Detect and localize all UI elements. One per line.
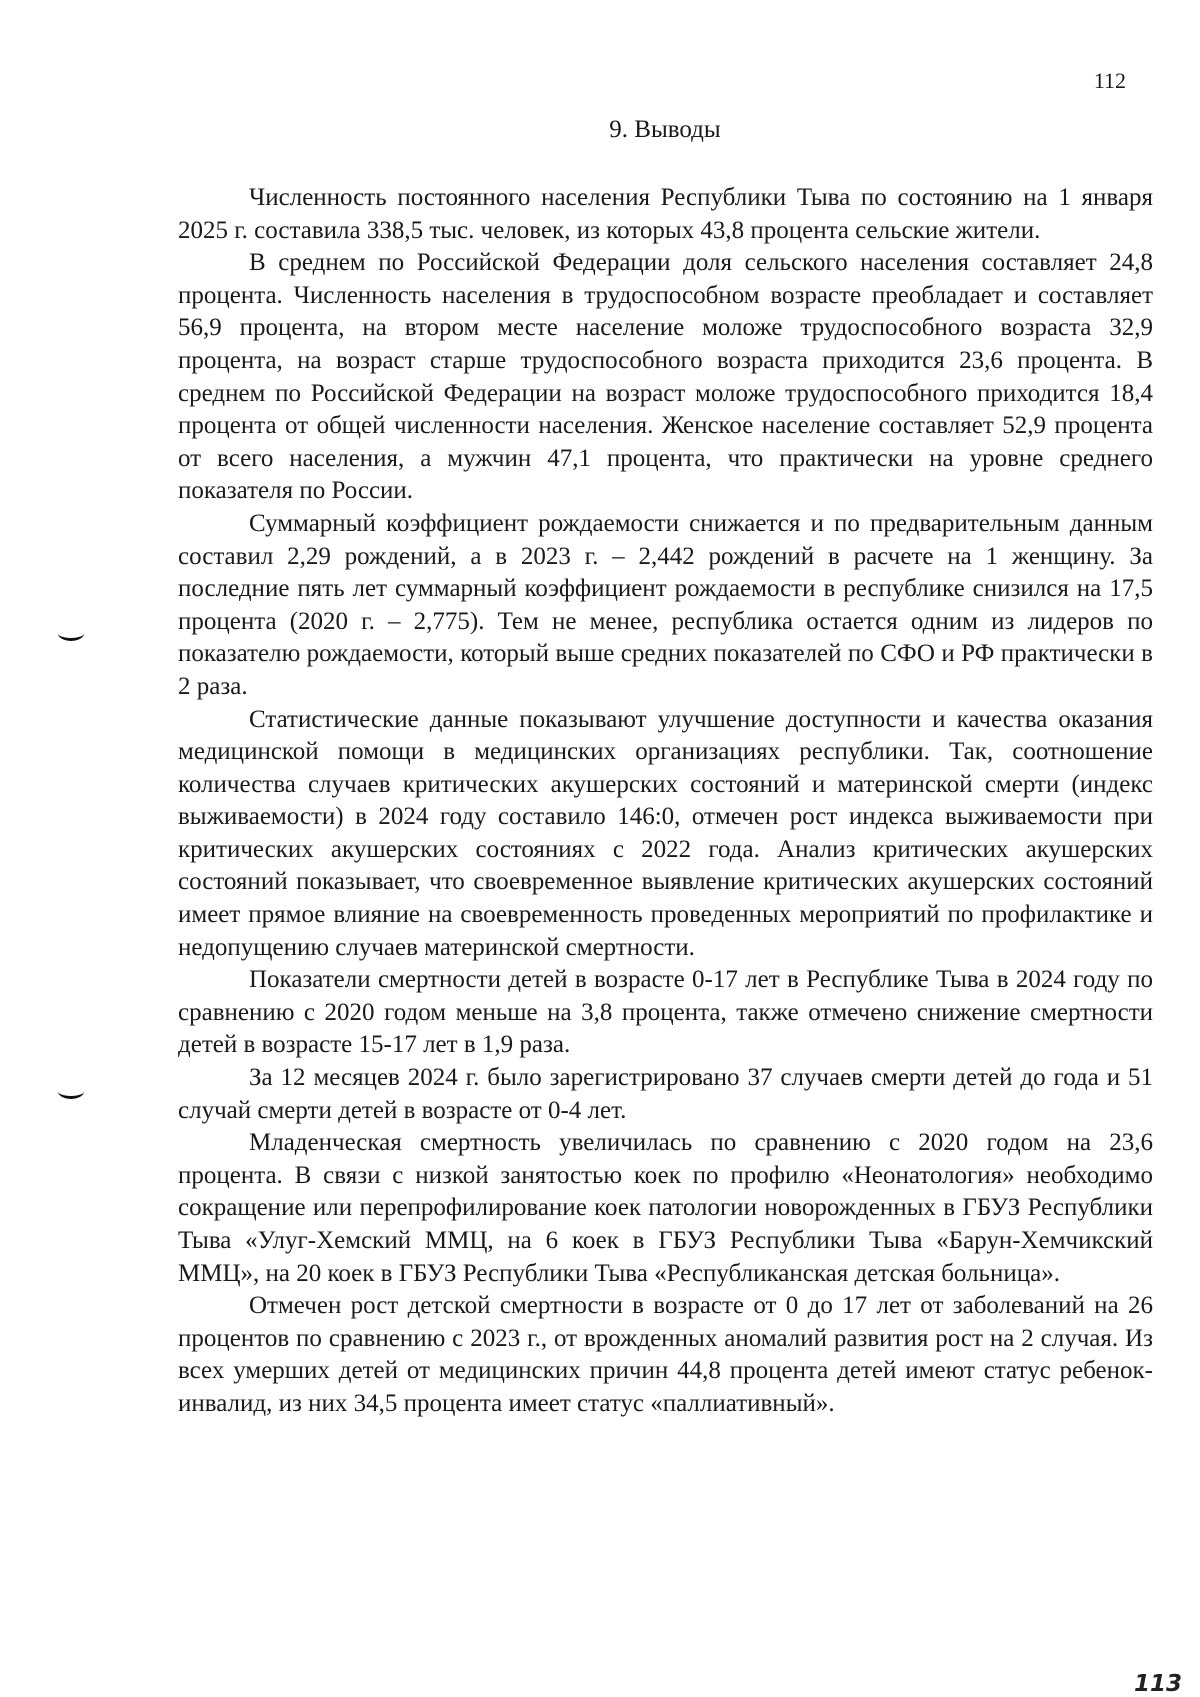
binder-mark xyxy=(58,626,84,641)
paragraph: Отмечен рост детской смертности в возрасте от 0 до 17 лет от заболеваний на 26 процентов по сравнению с 2023 г., от врожденных аномалий развития рост на 2 случая. Из всех умерших детей от медицинских причин 44,8 процента детей имеют статус ребенок-инвалид, из них 34,5 процента имеет статус «паллиативный». xyxy=(178,1292,1153,1417)
paragraph: За 12 месяцев 2024 г. было зарегистрировано 37 случаев смерти детей до года и 51 случай смерти детей в возрасте от 0-4 лет. xyxy=(178,1064,1153,1124)
handwritten-page-number: 113 xyxy=(1133,1671,1182,1697)
paragraph: Показатели смертности детей в возрасте 0-17 лет в Республике Тыва в 2024 году по сравнению с 2020 годом меньше на 3,8 процента, также отмечено снижение смертности детей в возрасте 15-17 лет в 1,9 раза. xyxy=(178,966,1153,1059)
paragraph: В среднем по Российской Федерации доля сельского населения составляет 24,8 процента. Численность населения в трудоспособном возрасте преобладает и составляет 56,9 процента, на втором месте население моложе трудоспособного возраста 32,9 процента, на возраст старше трудоспособного возраста приходится 23,6 процента. В среднем по Российской Федерации на возраст моложе трудоспособного приходится 18,4 процента от общей численности населения. Женское население составляет 52,9 процента от всего населения, а мужчин 47,1 процента, что практически на уровне среднего показателя по России. xyxy=(178,249,1153,505)
paragraph: Численность постоянного населения Республики Тыва по состоянию на 1 января 2025 г. составила 338,5 тыс. человек, из которых 43,8 процента сельские жители. xyxy=(178,184,1153,244)
paragraph: Младенческая смертность увеличилась по сравнению с 2020 годом на 23,6 процента. В связи с низкой занятостью коек по профилю «Неонатология» необходимо сокращение или перепрофилирование коек патологии новорожденных в ГБУЗ Республики Тыва «Улуг-Хемский ММЦ, на 6 коек в ГБУЗ Республики Тыва «Барун-Хемчикский ММЦ», на 20 коек в ГБУЗ Республики Тыва «Республиканская детская больница». xyxy=(178,1129,1153,1287)
body-text xyxy=(178,182,1153,1421)
paragraph: Суммарный коэффициент рождаемости снижается и по предварительным данным составил 2,29 рождений, а в 2023 г. – 2,442 рождений в расчете на 1 женщину. За последние пять лет суммарный коэффициент рождаемости в республике снизился на 17,5 процента (2020 г. – 2,775). Тем не менее, республика остается одним из лидеров по показателю рождаемости, который выше средних показателей по СФО и РФ практически в 2 раза. xyxy=(178,509,1153,700)
binder-mark xyxy=(58,1084,84,1099)
paragraph: Статистические данные показывают улучшение доступности и качества оказания медицинской помощи в медицинских организациях республики. Так, соотношение количества случаев критических акушерских состояний и материнской смерти (индекс выживаемости) в 2024 году составило 146:0, отмечен рост индекса выживаемости при критических акушерских состояниях с 2022 года. Анализ критических акушерских состояний показывает, что своевременное выявление критических акушерских состояний имеет прямое влияние на своевременность проведенных мероприятий по профилактике и недопущению случаев материнской смертности. xyxy=(178,705,1153,961)
section-title: 9. Выводы xyxy=(609,116,721,143)
page-number: 112 xyxy=(1093,68,1126,93)
